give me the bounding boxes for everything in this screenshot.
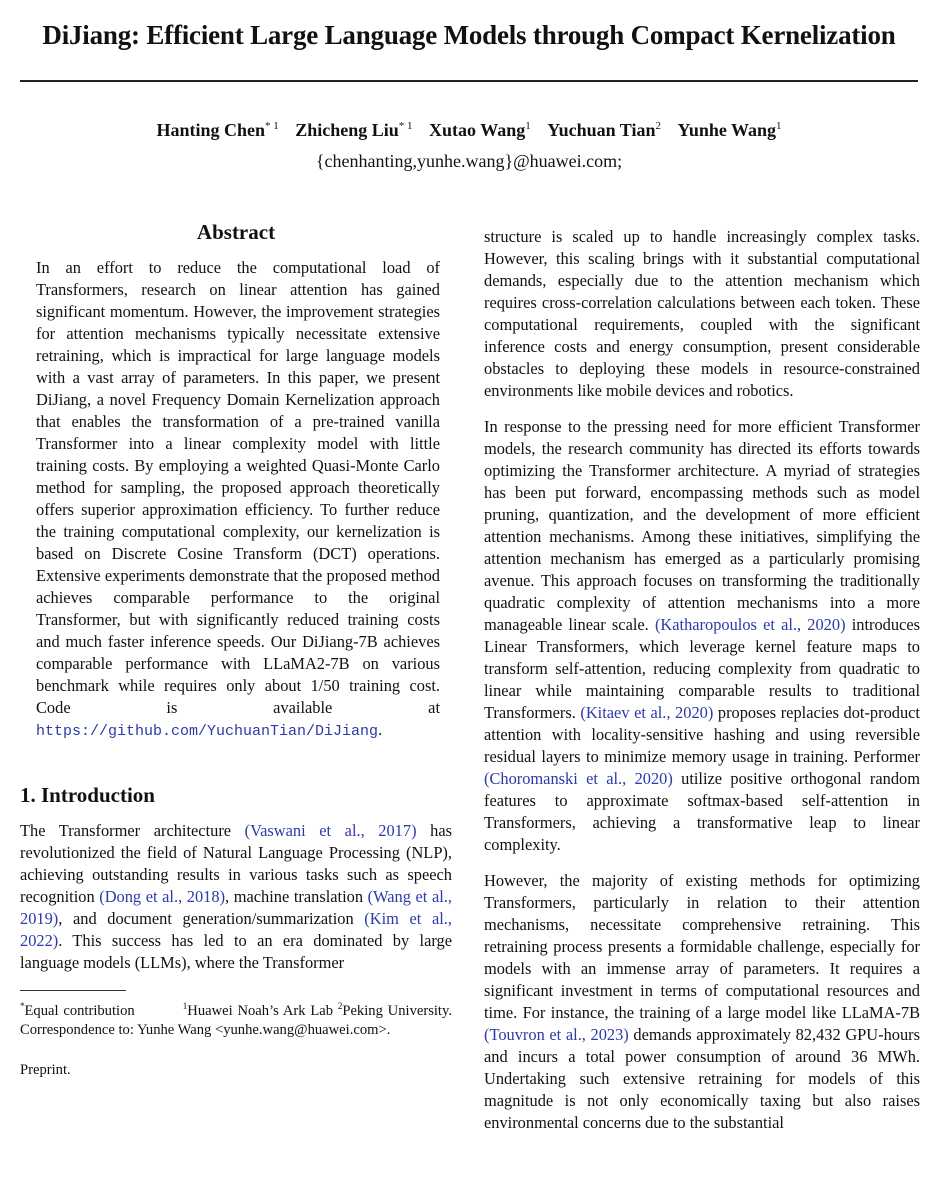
author-list [0,120,938,141]
citation-link[interactable]: (Kitaev et al., 2020) [580,703,714,722]
author: Yunhe Wang$^1$ [677,120,782,140]
abstract-body: In an effort to reduce the computational load of Transformers, research on linear attention has gained significant momentum. However, the improvement strategies for attention mechanisms typically necessitate extensive retraining, which is impractical for large language models with a vast array of parameters. In this paper, we present DiJiang, a novel Frequency Domain Kernelization approach that enables the transformation of a pre-trained vanilla Transformer into a linear complexity model with little training costs. By employing a weighted Quasi-Monte Carlo method for sampling, the proposed approach theoretically offers superior approximation efficiency. To further reduce the training computational complexity, our kernelization is based on Discrete Cosine Transform (DCT) operations. Extensive experiments demonstrate that the proposed method achieves comparable performance to the original Transformer, but with significantly reduced training costs and much faster inference speeds. Our DiJiang-7B achieves comparable performance with LLaMA2-7B on various benchmark while requires only about 1/50 training cost. Code is available at https://github.com/YuchuanTian/DiJiang. [36,258,440,740]
citation-link[interactable]: (Touvron et al., 2023) [484,1025,629,1044]
abstract-heading: Abstract [196,220,276,244]
code-link[interactable]: https://github.com/YuchuanTian/DiJiang [36,723,379,740]
footnote: *Equal contribution $^1$Huawei Noah’s Ark Lab $^2$Peking University. Correspondence to: Yunhe Wang <yunhe.wang@huawei.com>. [20,1001,452,1038]
citation-link[interactable]: (Katharopoulos et al., 2020) [654,615,846,634]
author-email: {chenhanting,yunhe.wang}@huawei.com; [315,151,623,171]
citation-link[interactable]: (Wang et al., 2019) [20,887,452,928]
body-paragraph: structure is scaled up to handle increasingly complex tasks. However, this scaling brings with it substantial computational demands, especially due to the attention mechanism which requires cross-correlation calculations between each token. These computational requirements, coupled with the significant inference costs and energy consumption, present considerable obstacles to deploying these models in resource-constrained environments like mobile devices and robotics. [484,227,920,400]
paper-title: DiJiang: Efficient Large Language Models through Compact Kernelization [42,20,896,50]
left-column [20,220,452,1079]
author: Xutao Wang$^1$ [429,120,531,140]
citation-link[interactable]: (Vaswani et al., 2017) [244,821,417,840]
citation-link[interactable]: (Kim et al., 2022) [20,909,453,950]
intro-paragraph: The Transformer architecture (Vaswani et al., 2017) has revolutionized the field of Natural Language Processing (NLP), achieving outstanding results in various tasks such as speech recognition (Dong et al., 2018), machine translation (Wang et al., 2019), and document generation/summarization (Kim et al., 2022). This success has led to an era dominated by large language models (LLMs), where the Transformer [20,821,453,972]
intro-heading: 1. Introduction [20,783,155,807]
author: Hanting Chen$^{* 1}$ [156,120,279,140]
author: Yuchuan Tian$^2$ [547,120,661,140]
author: Zhicheng Liu$^{* 1}$ [295,120,413,140]
footnote-rule [20,990,126,991]
body-paragraph: However, the majority of existing methods for optimizing Transformers, particularly in relation to their attention mechanisms, necessitate comprehensive retraining. This retraining process presents a formidable challenge, especially for models with an immense array of parameters. It requires a significant investment in terms of computational resources and time. For instance, the training of a large model like LLaMA-7B (Touvron et al., 2023) demands approximately 82,432 GPU-hours and incurs a total power consumption of around 36 MWh. Undertaking such extensive retraining for models of this magnitude is not only economically taxing but also raises environmental concerns due to the substantial [484,871,920,1132]
preprint-label: Preprint. [20,1061,71,1078]
body-paragraph: In response to the pressing need for more efficient Transformer models, the research community has directed its efforts towards optimizing the Transformer architecture. A myriad of strategies has been put forward, encompassing methods such as model pruning, quantization, and the development of more efficient attention mechanisms. Among these initiatives, simplifying the attention mechanism has emerged as a particularly promising avenue. This approach focuses on transforming the traditionally quadratic complexity of attention mechanisms into a more manageable linear scale. (Katharopoulos et al., 2020) introduces Linear Transformers, which leverage kernel feature maps to transform self-attention, reducing complexity from quadratic to linear while maintaining comparable results to traditional Transformers. (Kitaev et al., 2020) proposes replacies dot-product attention with locality-sensitive hashing and using reversible residual layers to minimize memory usage in training. Performer (Choromanski et al., 2020) utilize positive orthogonal random features to approximate softmax-based self-attention in Transformers, achieving a transformative leap to linear complexity. [484,417,920,854]
citation-link[interactable]: (Choromanski et al., 2020) [484,769,673,788]
right-column [484,226,920,1134]
citation-link[interactable]: (Dong et al., 2018) [99,887,226,906]
title-rule [20,80,918,82]
